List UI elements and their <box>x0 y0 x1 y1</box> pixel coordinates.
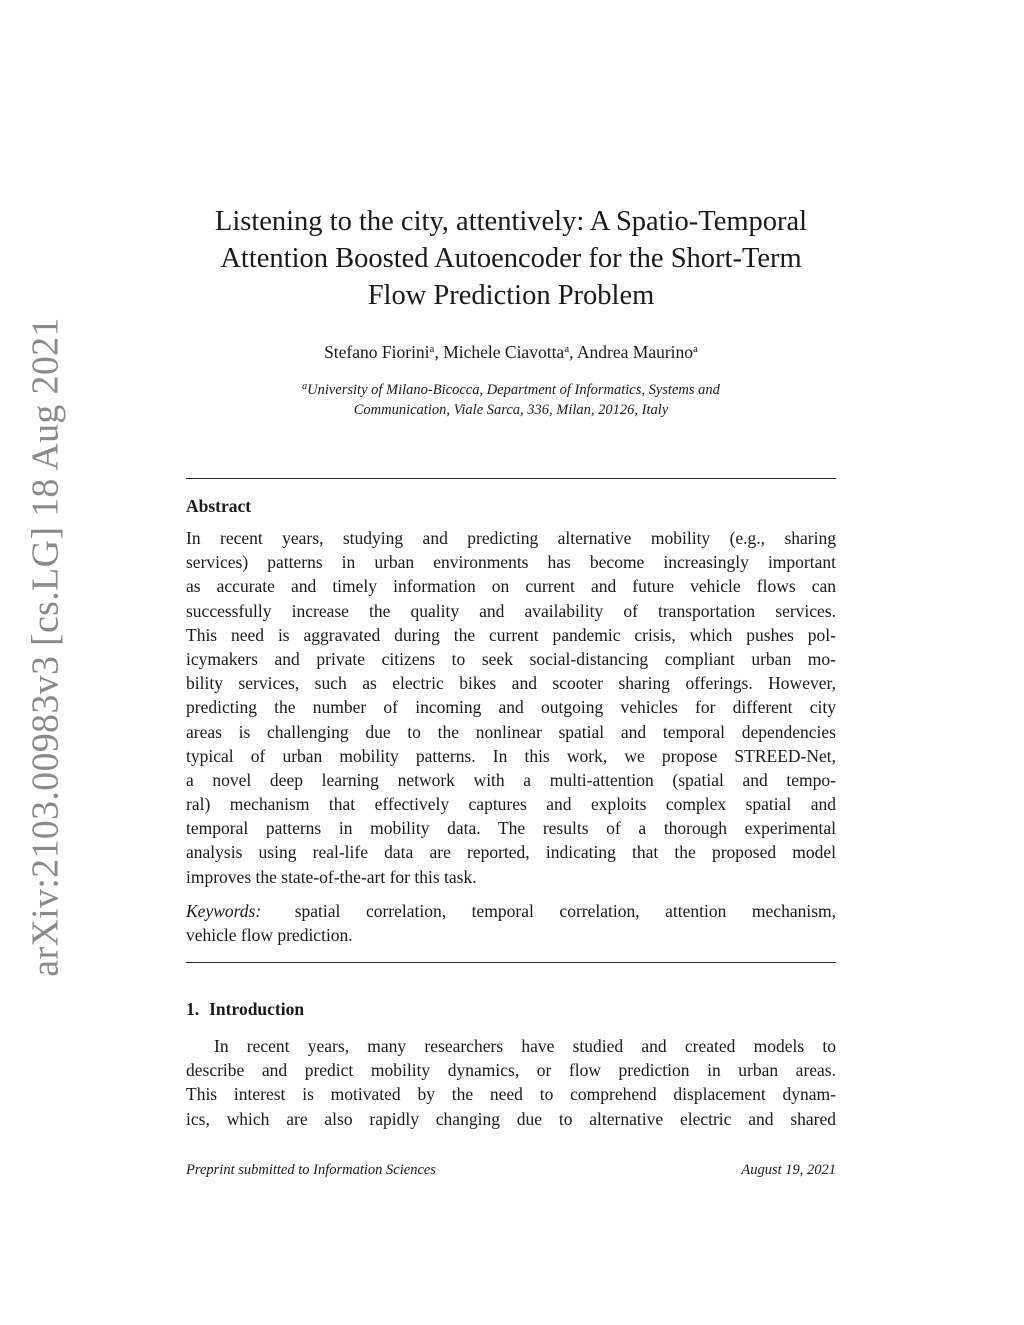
title-line-2: Attention Boosted Autoencoder for the Short-Term <box>220 243 802 274</box>
keywords-text-1: spatial correlation, temporal correlation, attention mechanism, <box>294 901 836 921</box>
keywords-line-2: vehicle flow prediction. <box>186 925 353 946</box>
affiliation-mark: a <box>302 381 308 392</box>
abstract-body <box>186 526 836 889</box>
abstract-bottom-rule <box>186 962 836 963</box>
abstract-line: analysis using real-life data are reported, indicating that the proposed model <box>186 842 836 863</box>
abstract-line: ral) mechanism that effectively captures and exploits complex spatial and <box>186 794 836 815</box>
abstract-line: as accurate and timely information on current and future vehicle flows can <box>186 576 836 597</box>
abstract-line: icymakers and private citizens to seek social-distancing compliant urban mo- <box>186 648 836 669</box>
keywords <box>186 899 836 947</box>
abstract-line: In recent years, studying and predicting alternative mobility (e.g., sharing <box>186 528 836 548</box>
author-list <box>186 340 836 364</box>
author-name: Andrea Maurino <box>576 342 694 362</box>
abstract-line: predicting the number of incoming and outgoing vehicles for different city <box>186 697 836 718</box>
affiliation-line-2: Communication, Viale Sarca, 336, Milan, 20126, Italy <box>353 402 669 418</box>
abstract-heading: Abstract <box>186 496 252 516</box>
introduction-line: This interest is motivated by the need to comprehend displacement dynam- <box>186 1084 836 1105</box>
abstract-line: a novel deep learning network with a multi-attention (spatial and tempo- <box>186 769 836 790</box>
abstract-line: bility services, such as electric bikes and scooter sharing offerings. However, <box>186 673 836 694</box>
author-name: Stefano Fiorini <box>324 342 430 362</box>
introduction-line: describe and predict mobility dynamics, or flow prediction in urban areas. <box>186 1060 836 1081</box>
author-separator: , <box>569 342 577 362</box>
introduction-body <box>186 1034 836 1131</box>
affiliation-line-1 <box>186 380 836 400</box>
affiliation-text-1: University of Milano-Bicocca, Department of Informatics, Systems and <box>307 382 720 398</box>
author-separator: , <box>434 342 444 362</box>
abstract-line: typical of urban mobility patterns. In this work, we propose STREED-Net, <box>186 745 836 766</box>
section-title: Introduction <box>209 999 305 1019</box>
paper-title <box>186 203 836 314</box>
section-number: 1. <box>186 999 200 1019</box>
footer-submission-note: Preprint submitted to Information Sciences <box>186 1162 436 1178</box>
abstract-line: successfully increase the quality and availability of transportation services. <box>186 600 836 621</box>
abstract-line: services) patterns in urban environments has become increasingly important <box>186 552 836 573</box>
author-affiliation-mark: a <box>693 343 698 355</box>
introduction-line: In recent years, many researchers have studied and created models to <box>214 1036 836 1056</box>
author-affiliation-mark: a <box>564 343 570 355</box>
title-line-3: Flow Prediction Problem <box>367 280 655 311</box>
keywords-line-1 <box>186 899 836 923</box>
abstract-top-rule <box>186 478 836 479</box>
author-affiliation-mark: a <box>429 343 435 355</box>
section-heading-introduction <box>186 997 304 1021</box>
arxiv-identifier-stamp <box>16 317 76 977</box>
introduction-line: ics, which are also rapidly changing due to alternative electric and shared <box>186 1108 836 1129</box>
title-line-1: Listening to the city, attentively: A Spatio-Temporal <box>214 206 808 237</box>
affiliation <box>186 380 836 420</box>
keywords-label: Keywords: <box>186 901 262 921</box>
footer-date: August 19, 2021 <box>741 1162 836 1178</box>
author-name: Michele Ciavotta <box>443 342 565 362</box>
arxiv-identifier-text: arXiv:2103.00983v3 [cs.LG] 18 Aug 2021 <box>25 317 68 977</box>
abstract-line: areas is challenging due to the nonlinear spatial and temporal dependencies <box>186 721 836 742</box>
abstract-line: This need is aggravated during the current pandemic crisis, which pushes pol- <box>186 624 836 645</box>
abstract-line: temporal patterns in mobility data. The results of a thorough experimental <box>186 818 836 839</box>
abstract-line: improves the state-of-the-art for this task. <box>186 866 477 887</box>
